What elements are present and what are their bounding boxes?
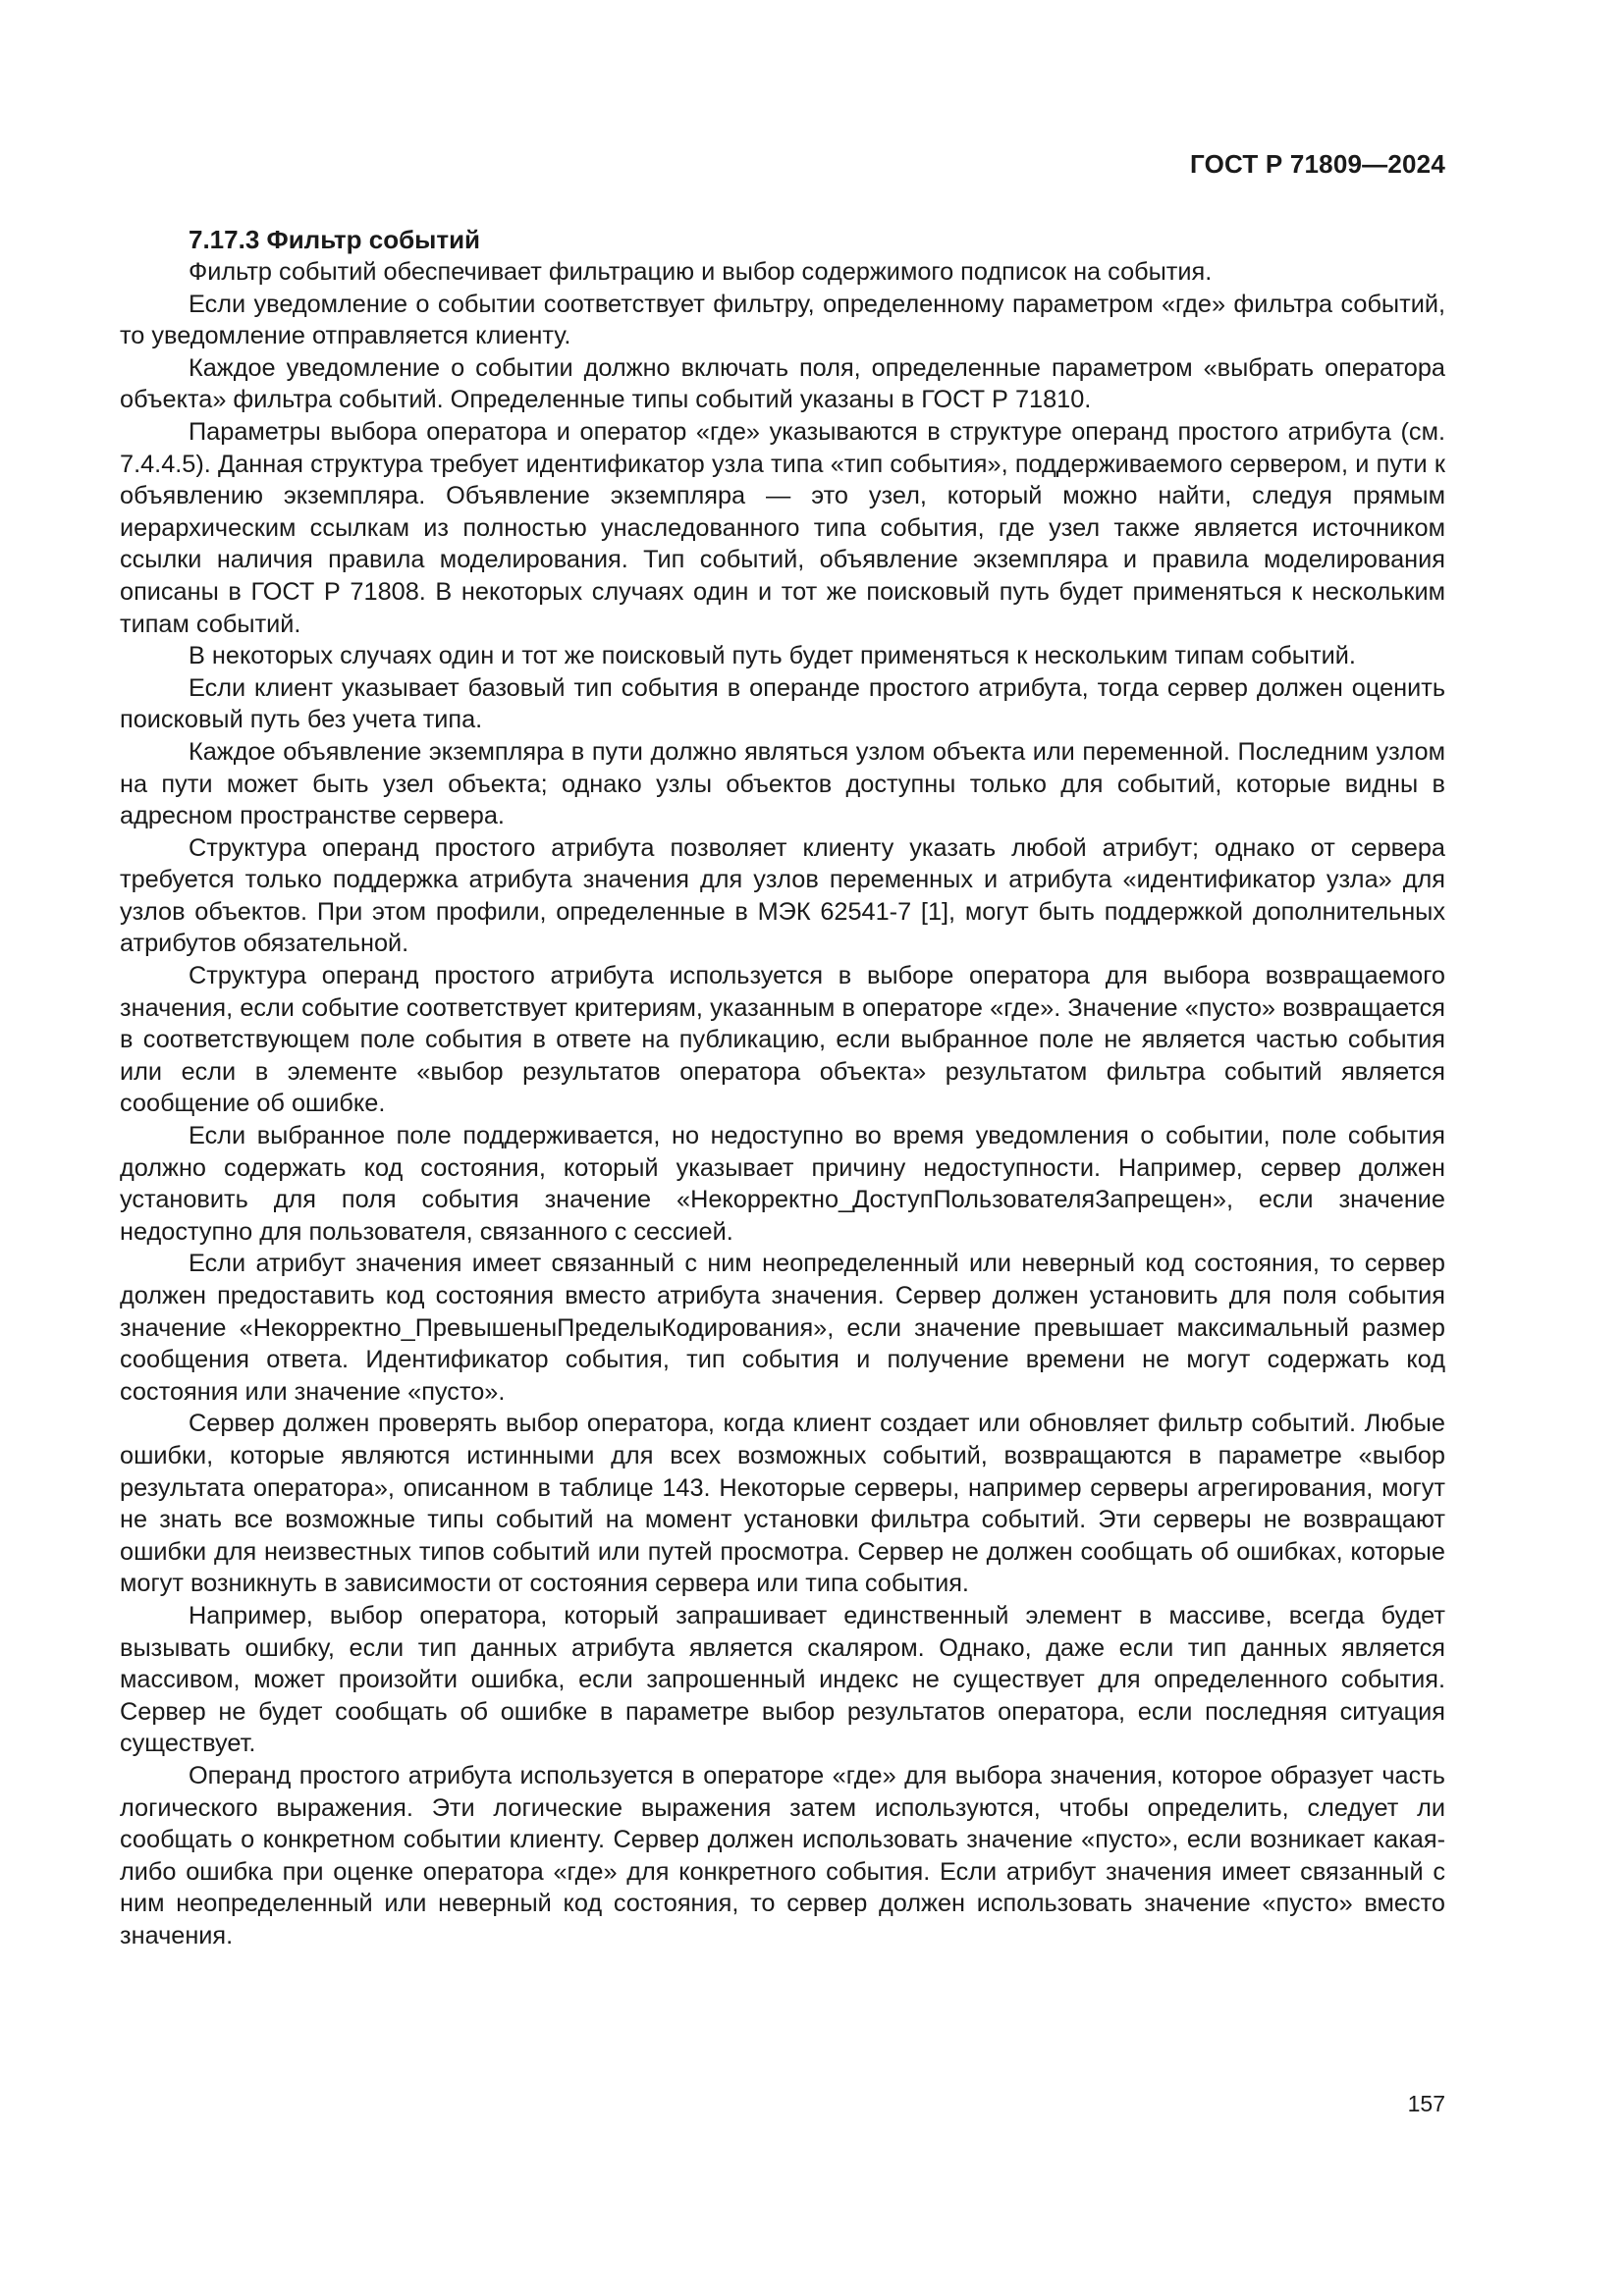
paragraph-5: В некоторых случаях один и тот же поисковый путь будет применяться к нескольким типам событий. [189,642,1356,670]
paragraph-14: Операнд простого атрибута используется в операторе «где» для выбора значения, которое образует часть логического выражения. Эти логические выражения затем используются, чтобы определить, следует ли сообщать о конкретном событии клиенту. Сервер должен использовать значение «пусто», если возникает какая-либо ошибка при оценке оператора «где» для конкретного события. Если атрибут значения имеет связанный с ним неопределенный или неверный код состояния, то сервер должен использовать значение «пусто» вместо значения. [120,1761,1445,1949]
paragraph-4: Параметры выбора оператора и оператор «где» указываются в структуре операнд простого атрибута (см. 7.4.4.5). Данная структура требует идентификатор узла типа «тип события», поддерживаемого сервером, и пути к объявлению экземпляра. Объявление экземпляра — это узел, который можно найти, следуя прямым иерархическим ссылкам из полностью унаследованного типа события, где узел также является источником ссылки наличия правила моделирования. Тип событий, объявление экземпляра и правила моделирования описаны в ГОСТ Р 71808. В некоторых случаях один и тот же поисковый путь будет применяться к нескольким типам событий. [120,417,1445,638]
section-heading: 7.17.3 Фильтр событий [189,225,481,254]
paragraph-7: Каждое объявление экземпляра в пути должно являться узлом объекта или переменной. Последним узлом на пути может быть узел объекта; однако узлы объектов доступны только для событий, которые видны в адресном пространстве сервера. [120,737,1445,830]
paragraph-13: Например, выбор оператора, который запрашивает единственный элемент в массиве, всегда будет вызывать ошибку, если тип данных атрибута является скаляром. Однако, даже если тип данных является массивом, может произойти ошибка, если запрошенный индекс не существует для определенного события. Сервер не будет сообщать об ошибке в параметре выбор результатов оператора, если последняя ситуация существует. [120,1601,1445,1758]
document-body [120,224,1445,1951]
paragraph-10: Если выбранное поле поддерживается, но недоступно во время уведомления о событии, поле события должно содержать код состояния, который указывает причину недоступности. Например, сервер должен установить для поля события значение «Некорректно_ДоступПользователяЗапрещен», если значение недоступно для пользователя, связанного с сессией. [120,1122,1445,1246]
document-code-header: ГОСТ Р 71809—2024 [1190,149,1445,179]
paragraph-11: Если атрибут значения имеет связанный с ним неопределенный или неверный код состояния, то сервер должен предоставить код состояния вместо атрибута значения. Сервер должен установить для поля события значение «Некорректно_ПревышеныПределыКодирования», если значение превышает максимальный размер сообщения ответа. Идентификатор события, тип события и получение времени не могут содержать код состояния или значение «пусто». [120,1250,1445,1406]
paragraph-8: Структура операнд простого атрибута позволяет клиенту указать любой атрибут; однако от сервера требуется только поддержка атрибута значения для узлов переменных и атрибута «идентификатор узла» для узлов объектов. При этом профили, определенные в МЭК 62541-7 [1], могут быть поддержкой дополнительных атрибутов обязательной. [120,833,1445,958]
paragraph-9: Структура операнд простого атрибута используется в выборе оператора для выбора возвращаемого значения, если событие соответствует критериям, указанным в операторе «где». Значение «пусто» возвращается в соответствующем поле события в ответе на публикацию, если выбранное поле не является частью события или если в элементе «выбор результатов оператора объекта» результатом фильтра событий является сообщение об ошибке. [120,962,1445,1118]
paragraph-12: Сервер должен проверять выбор оператора, когда клиент создает или обновляет фильтр событий. Любые ошибки, которые являются истинными для всех возможных событий, возвращаются в параметре «выбор результата оператора», описанном в таблице 143. Некоторые серверы, например серверы агрегирования, могут не знать все возможные типы событий на момент установки фильтра событий. Эти серверы не возвращают ошибки для неизвестных типов событий или путей просмотра. Сервер не должен сообщать об ошибках, которые могут возникнуть в зависимости от состояния сервера или типа события. [120,1410,1445,1598]
page-number: 157 [1407,2091,1445,2116]
paragraph-3: Каждое уведомление о событии должно включать поля, определенные параметром «выбрать оператора объекта» фильтра событий. Определенные типы событий указаны в ГОСТ Р 71810. [120,353,1445,414]
paragraph-6: Если клиент указывает базовый тип события в операнде простого атрибута, тогда сервер должен оценить поисковый путь без учета типа. [120,673,1445,734]
paragraph-1: Фильтр событий обеспечивает фильтрацию и выбор содержимого подписок на события. [189,258,1213,286]
paragraph-2: Если уведомление о событии соответствует фильтру, определенному параметром «где» фильтра событий, то уведомление отправляется клиенту. [120,290,1445,350]
